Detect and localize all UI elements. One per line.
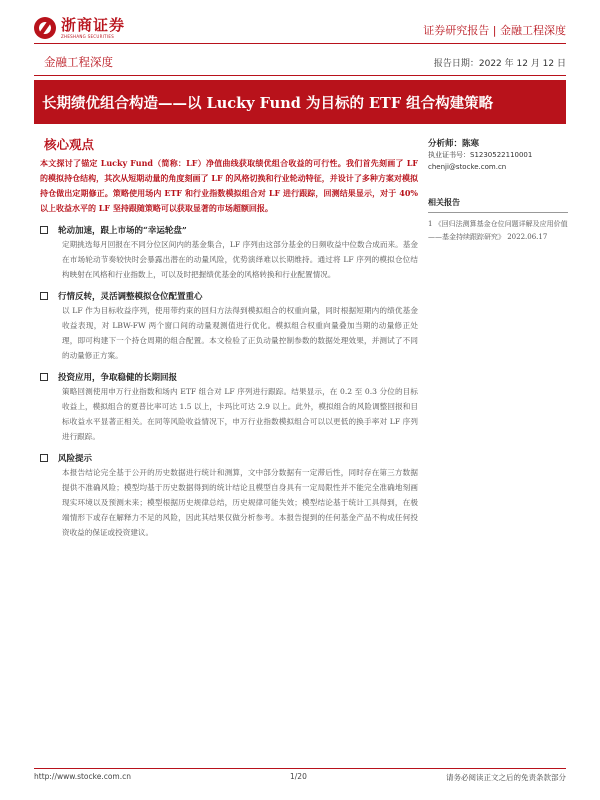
report-category: 金融工程深度 [44, 55, 113, 69]
section-heading: 行情反转，灵活调整模拟仓位配置重心 [58, 291, 203, 302]
related-divider [428, 212, 568, 213]
section-3 [40, 369, 418, 444]
section-heading: 投资应用，争取稳健的长期回报 [58, 372, 178, 383]
section-body: 策略回测使用申万行业指数和场内 ETF 组合对 LF 序列进行跟踪。结果显示，在 0.2 至 0.3 分位的目标收益上，模拟组合的夏普比率可达 1.5 以上，卡玛比可达 2.9 以上。此外，模拟组合的风险调整回报和目标收益水平显著正相关。在同等风险收益情况下，申万行业指数模拟组合可以以更低的换手率对 LF 序列进行跟踪。 [62, 387, 418, 441]
page-number: 1/20 [290, 772, 307, 781]
logo-mark-icon [34, 17, 56, 39]
analyst-license: 执业证书号：S1230522110001 [428, 151, 533, 159]
analyst-email[interactable]: chenji@stocke.com.cn [428, 163, 507, 171]
analyst-name: 分析师：陈寒 [428, 139, 480, 149]
section-heading: 风险提示 [58, 453, 93, 464]
company-logo [34, 14, 154, 42]
report-type-label: 证券研究报告 | 金融工程深度 [423, 24, 566, 37]
report-date: 报告日期：2022 年 12 月 12 日 [433, 59, 566, 69]
footer-disclaimer: 请务必阅读正文之后的免责条款部分 [446, 773, 566, 782]
logo-name-en: ZHESHANG SECURITIES [61, 33, 115, 39]
related-report-item[interactable]: 1 《回归法测算基金仓位问题详解及应用价值——基金持续跟踪研究》 2022.06.17 [428, 220, 568, 241]
logo-name: 浙商证券 [61, 15, 126, 34]
section-heading: 轮动加速，跟上市场的“幸运轮盘” [58, 225, 187, 236]
section-1 [40, 222, 418, 282]
report-title: 长期绩优组合构造——以 Lucky Fund 为目标的 ETF 组合构建策略 [42, 94, 494, 112]
section-2 [40, 288, 418, 363]
main-content [40, 156, 418, 540]
category-divider [34, 75, 566, 76]
section-body: 本报告结论完全基于公开的历史数据进行统计和测算，文中部分数据有一定滞后性，同时存在第三方数据提供不准确风险；模型均基于历史数据得到的统计结论且模型自身具有一定局限性并不能完全准确地刻画现实环境以及预测未来；模型根据历史规律总结，历史规律可能失效；模型结论基于统计工具得到，在极端情形下或存在解释力不足的风险，因此其结果仅做分析参考。本报告提到的任何基金产品不构成任何投资收益的保证或投资建议。 [62, 468, 418, 537]
footer-divider [34, 768, 566, 769]
intro-paragraph: 本文探讨了锚定 Lucky Fund（简称：LF）净值曲线获取绩优组合收益的可行性。我们首先刻画了 LF 的模拟持仓结构，其次从短期动量的角度刻画了 LF 的风格切换和行业轮动特征，并设计了多种方案对模拟持仓做出定期修正。策略使用场内 ETF 和行业指数模拟组合对 LF 进行跟踪，回测结果显示，对于 40%以上收益水平的 LF 坚持跟随策略可以获取显著的市场超额回报。 [40, 158, 418, 213]
section-body: 定期挑选每月回报在不同分位区间内的基金集合，LF 序列由这部分基金的日频收益中位数合成而来。基金在市场轮动节奏较快时会暴露出潜在的动量风险，优势演绎难以长期维持。通过将 LF 序列的模拟仓位结构映射在风格和行业指数上，可以及时把握绩优基金的风格转换和行业配置情况。 [62, 240, 418, 279]
related-reports-heading: 相关报告 [428, 198, 460, 207]
sidebar [428, 137, 568, 244]
section-4 [40, 450, 418, 540]
title-banner [34, 80, 566, 124]
header-divider [34, 43, 566, 44]
section-body: 以 LF 作为目标收益序列，使用带约束的回归方法得到模拟组合的权重向量，同时根据短期内的绩优基金收益表现，对 LBW-FW 两个窗口间的动量观测值进行优化。模拟组合权重向量叠加当期的动量修正处理，即可构建下一个持仓周期的组合配置。本文检验了正负动量控制参数的数据处理效果，并测试了不同的动量修正方案。 [62, 306, 418, 360]
core-view-heading: 核心观点 [44, 137, 95, 152]
checkbox-bullet-icon [40, 454, 48, 462]
checkbox-bullet-icon [40, 226, 48, 234]
checkbox-bullet-icon [40, 373, 48, 381]
footer-url[interactable]: http://www.stocke.com.cn [34, 772, 131, 781]
checkbox-bullet-icon [40, 292, 48, 300]
